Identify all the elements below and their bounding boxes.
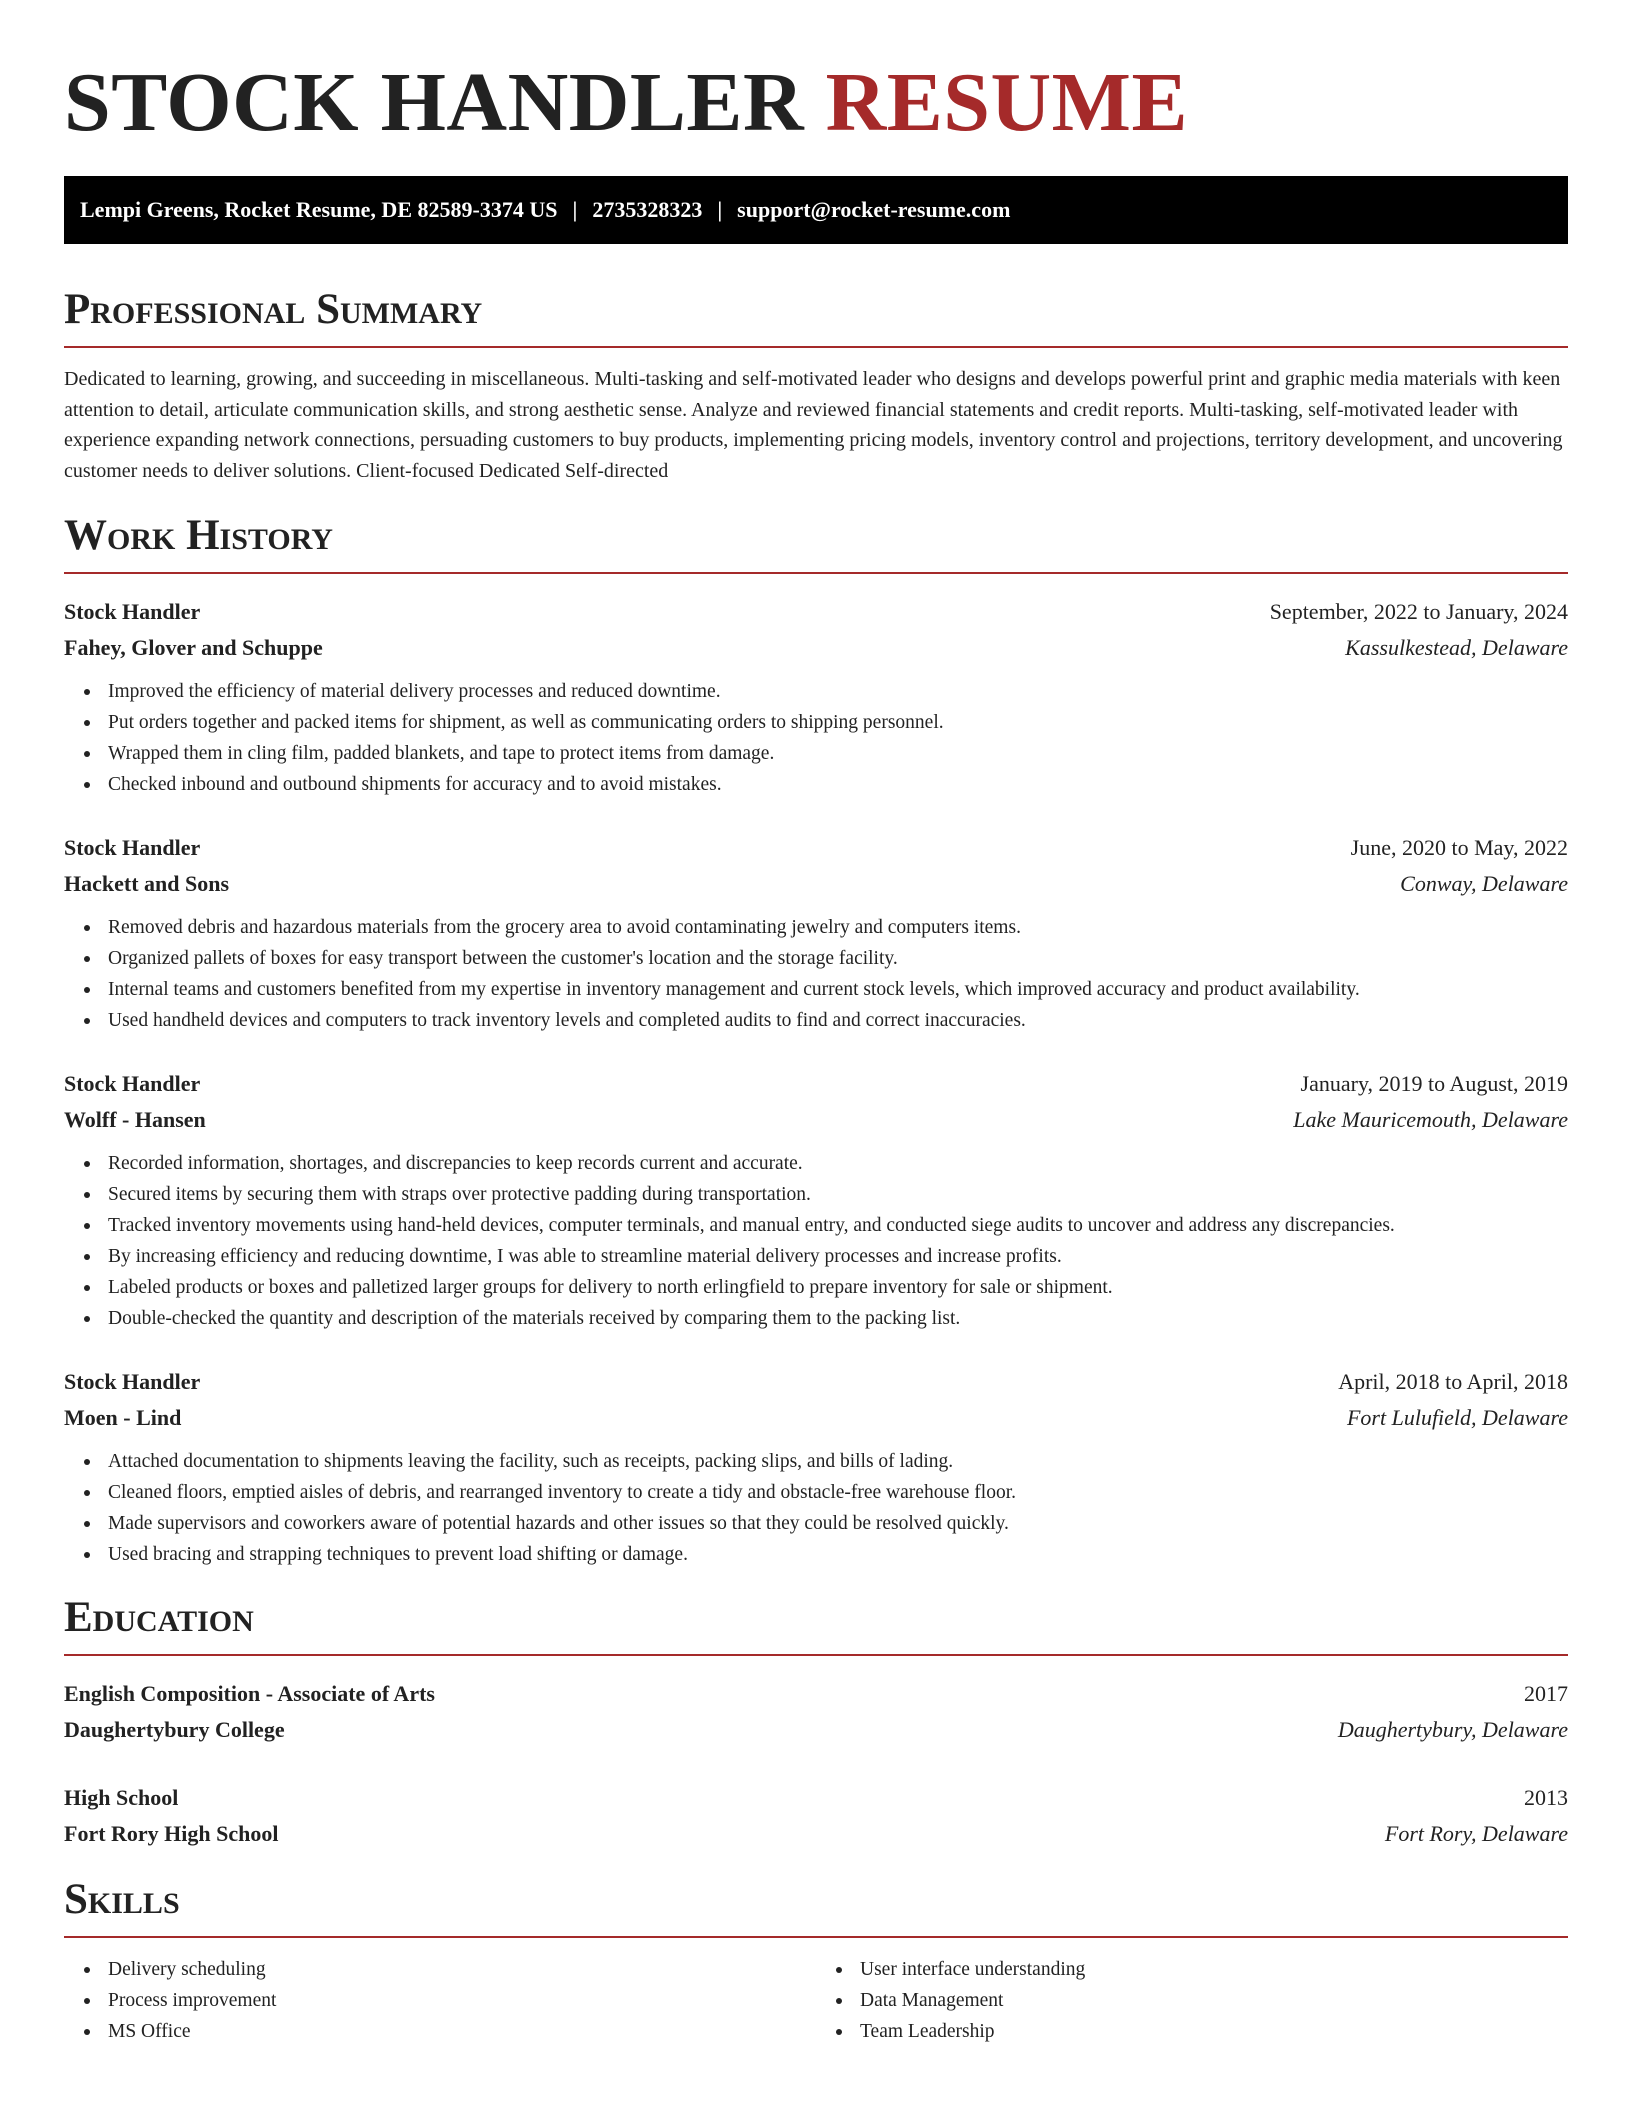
job-bullet: Improved the efficiency of material delivery processes and reduced downtime.: [108, 676, 1568, 707]
section-title-skills: Skills: [64, 1874, 1568, 1938]
resume-page: [64, 0, 1568, 2047]
skill-item: Data Management: [860, 1985, 1568, 2016]
skills-grid: [64, 1954, 1568, 2047]
contact-bar: [64, 176, 1568, 244]
education-degree: High School: [64, 1785, 179, 1810]
skills-column-left: [64, 1954, 816, 2047]
job-bullet: Organized pallets of boxes for easy transport between the customer's location and the storage facility.: [108, 943, 1568, 974]
education-degree-row: [64, 1780, 1568, 1816]
job-company-row: [64, 1102, 1568, 1138]
job-bullets: [64, 1148, 1568, 1334]
job-bullet: Tracked inventory movements using hand-held devices, computer terminals, and manual entry, and conducted siege audits to uncover and address any discrepancies.: [108, 1210, 1568, 1241]
job-bullet: Used handheld devices and computers to track inventory levels and completed audits to find and correct inaccuracies.: [108, 1005, 1568, 1036]
job-company-row: [64, 1400, 1568, 1436]
job-dates: April, 2018 to April, 2018: [1338, 1369, 1568, 1394]
job-title: Stock Handler: [64, 835, 201, 860]
job-header-row: [64, 1066, 1568, 1102]
job-bullet: Attached documentation to shipments leaving the facility, such as receipts, packing slips, and bills of lading.: [108, 1446, 1568, 1477]
job-bullet: Wrapped them in cling film, padded blankets, and tape to protect items from damage.: [108, 738, 1568, 769]
section-title-education: Education: [64, 1592, 1568, 1656]
job-bullets: [64, 1446, 1568, 1570]
job-company-row: [64, 866, 1568, 902]
job-header-row: [64, 1364, 1568, 1400]
summary-text: Dedicated to learning, growing, and succeeding in miscellaneous. Multi-tasking and self-motivated leader who designs and develops powerful print and graphic media materials with keen attention to detail, articulate communication skills, and strong aesthetic sense. Analyze and reviewed financial statements and credit reports. Multi-tasking, self-motivated leader with experience expanding network connections, persuading customers to buy products, implementing pricing models, inventory control and projections, territory development, and uncovering customer needs to deliver solutions. Client-focused Dedicated Self-directed: [64, 368, 1563, 482]
education-entry: [64, 1780, 1568, 1852]
job-entry: [64, 1364, 1568, 1570]
job-location: Fort Lulufield, Delaware: [1346, 1405, 1568, 1430]
title-accent: RESUME: [825, 56, 1188, 149]
skill-item: Team Leadership: [860, 2016, 1568, 2047]
job-bullet: Recorded information, shortages, and discrepancies to keep records current and accurate.: [108, 1148, 1568, 1179]
education-degree-row: [64, 1676, 1568, 1712]
job-title: Stock Handler: [64, 1369, 201, 1394]
job-bullet: Labeled products or boxes and palletized larger groups for delivery to north erlingfield to prepare inventory for sale or shipment.: [108, 1272, 1568, 1303]
skill-item: User interface understanding: [860, 1954, 1568, 1985]
job-bullet: Put orders together and packed items for shipment, as well as communicating orders to shipping personnel.: [108, 707, 1568, 738]
resume-title: [64, 0, 1568, 148]
job-bullet: Secured items by securing them with straps over protective padding during transportation.: [108, 1179, 1568, 1210]
skill-item: Process improvement: [108, 1985, 816, 2016]
job-bullet: By increasing efficiency and reducing downtime, I was able to streamline material delivery processes and increase profits.: [108, 1241, 1568, 1272]
section-title-summary: Professional Summary: [64, 284, 1568, 348]
job-title: Stock Handler: [64, 1071, 201, 1096]
skills-column-right: [816, 1954, 1568, 2047]
education-degree: English Composition - Associate of Arts: [64, 1681, 435, 1706]
job-entry: [64, 594, 1568, 800]
skill-item: MS Office: [108, 2016, 816, 2047]
skill-item: Delivery scheduling: [108, 1954, 816, 1985]
education-location: Daughertybury, Delaware: [1337, 1717, 1568, 1742]
contact-separator: |: [572, 197, 578, 222]
job-header-row: [64, 594, 1568, 630]
job-title: Stock Handler: [64, 599, 201, 624]
job-bullet: Checked inbound and outbound shipments for accuracy and to avoid mistakes.: [108, 769, 1568, 800]
job-dates: June, 2020 to May, 2022: [1350, 835, 1568, 860]
job-location: Kassulkestead, Delaware: [1345, 635, 1568, 660]
section-title-work-history: Work History: [64, 510, 1568, 574]
education-school-row: [64, 1816, 1568, 1852]
job-entry: [64, 830, 1568, 1036]
contact-separator: |: [717, 197, 723, 222]
job-bullet: Cleaned floors, emptied aisles of debris, and rearranged inventory to create a tidy and obstacle-free warehouse floor.: [108, 1477, 1568, 1508]
contact-phone: 2735328323: [592, 197, 703, 222]
job-entry: [64, 1066, 1568, 1334]
job-company: Moen - Lind: [64, 1405, 182, 1430]
job-bullet: Double-checked the quantity and description of the materials received by comparing them to the packing list.: [108, 1303, 1568, 1334]
education-entry: [64, 1676, 1568, 1748]
job-header-row: [64, 830, 1568, 866]
job-bullet: Used bracing and strapping techniques to prevent load shifting or damage.: [108, 1539, 1568, 1570]
job-dates: January, 2019 to August, 2019: [1300, 1071, 1568, 1096]
title-main: STOCK HANDLER: [64, 56, 805, 149]
contact-email: support@rocket-resume.com: [737, 197, 1011, 222]
job-company: Hackett and Sons: [64, 871, 230, 896]
job-bullets: [64, 912, 1568, 1036]
job-dates: September, 2022 to January, 2024: [1269, 599, 1568, 624]
education-location: Fort Rory, Delaware: [1384, 1821, 1568, 1846]
education-school: Fort Rory High School: [64, 1821, 279, 1846]
job-bullet: Internal teams and customers benefited from my expertise in inventory management and current stock levels, which improved accuracy and product availability.: [108, 974, 1568, 1005]
education-year: 2017: [1524, 1681, 1568, 1706]
education-school-row: [64, 1712, 1568, 1748]
contact-address: Lempi Greens, Rocket Resume, DE 82589-3374 US: [80, 197, 558, 222]
education-year: 2013: [1524, 1785, 1568, 1810]
job-company: Fahey, Glover and Schuppe: [64, 635, 323, 660]
job-location: Conway, Delaware: [1400, 871, 1568, 896]
job-company-row: [64, 630, 1568, 666]
job-bullet: Made supervisors and coworkers aware of potential hazards and other issues so that they could be resolved quickly.: [108, 1508, 1568, 1539]
job-bullets: [64, 676, 1568, 800]
job-location: Lake Mauricemouth, Delaware: [1293, 1107, 1568, 1132]
education-school: Daughertybury College: [64, 1717, 285, 1742]
job-bullet: Removed debris and hazardous materials from the grocery area to avoid contaminating jewelry and computers items.: [108, 912, 1568, 943]
job-company: Wolff - Hansen: [64, 1107, 206, 1132]
